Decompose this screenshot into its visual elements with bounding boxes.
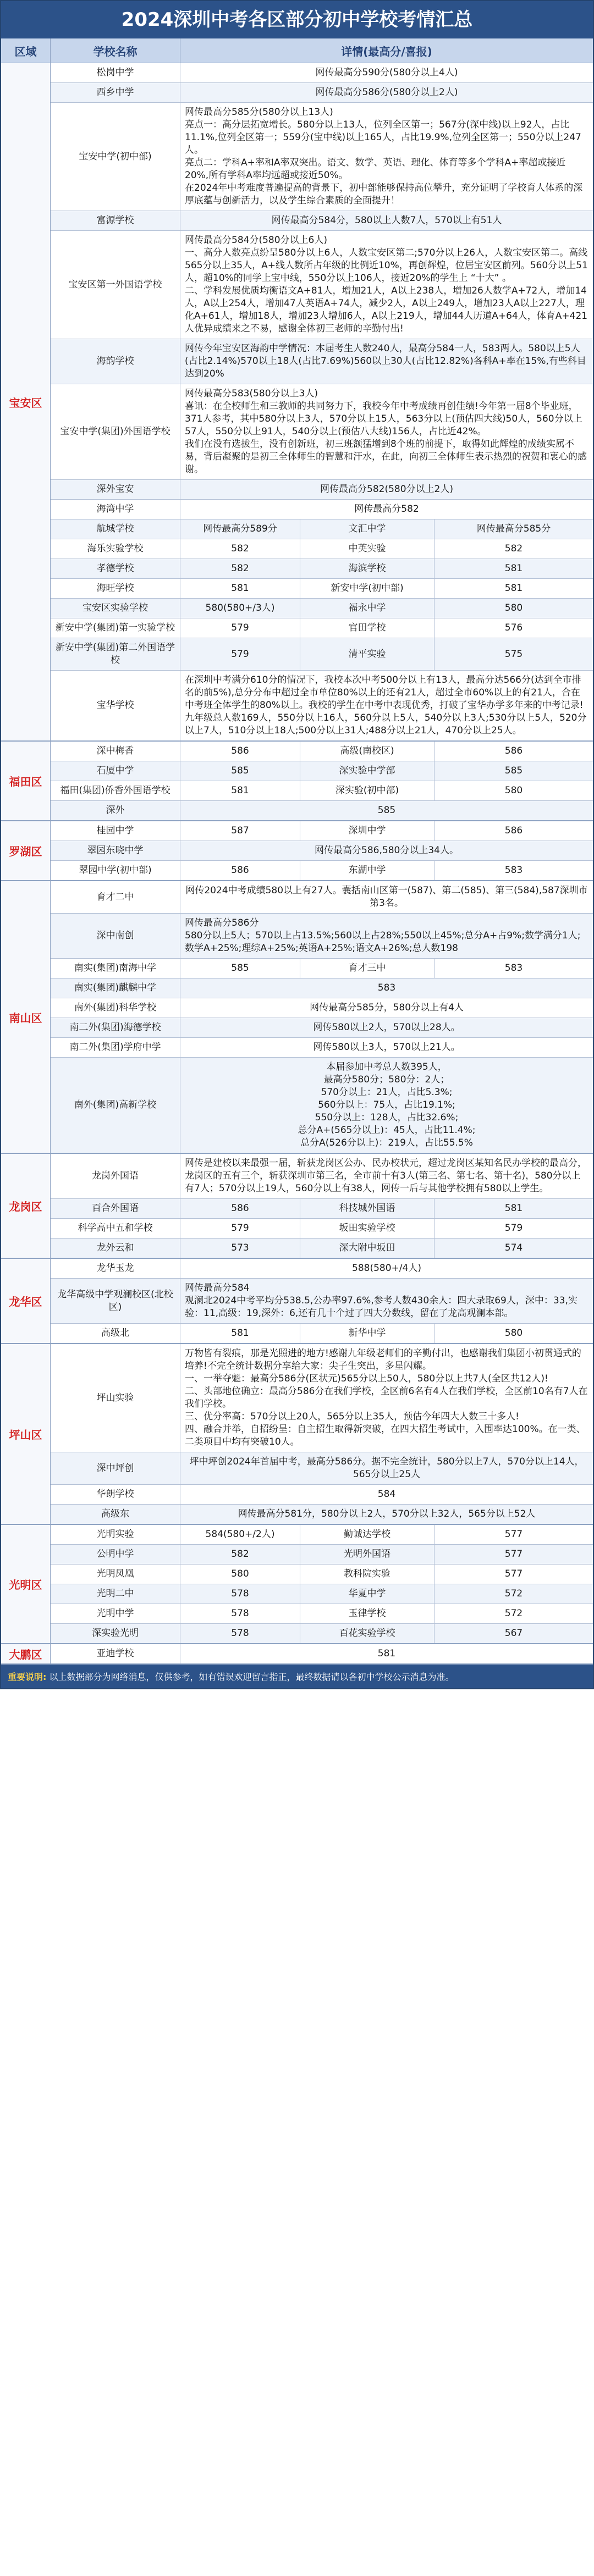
table-row bbox=[51, 1525, 593, 1545]
school-detail: 网传580以上3人，570以上21人。 bbox=[313, 1042, 460, 1053]
table-row bbox=[51, 1324, 593, 1343]
table-row bbox=[51, 384, 593, 480]
detail-line: 总分A(526分以上)：219人，占比55.5% bbox=[300, 1137, 473, 1148]
school-name: 龙外云和 bbox=[51, 1239, 180, 1258]
table-row bbox=[51, 671, 593, 740]
detail-line: 在深圳中考满分610分的情况下，我校本次中考500分以上有13人，最高分达566分(达到全市排名的前5%),总分分布中超过全市单位80%以上的还有21人，超过全市60%以上的有21人，合在中考班全体学生的80%以上。我校的学生在中考中表现优秀，打破了宝华办学多年来的中考记录! bbox=[185, 675, 584, 711]
district-group bbox=[1, 821, 593, 881]
school-name: 南实(集团)南海中学 bbox=[51, 959, 180, 978]
school-name: 龙岗外国语 bbox=[51, 1154, 180, 1198]
school-detail: 坪中坪创2024年首届中考，最高分586分。据不完全统计，580分以上7人，570分以上14人，565分以上25人 bbox=[189, 1456, 584, 1480]
school-name: 华朗学校 bbox=[51, 1485, 180, 1504]
detail-line: 二、头部地位确立：最高分586分在我们学校，全区前6名有4人在我们学校，全区前10名有7人在我们学校。 bbox=[185, 1386, 588, 1409]
school-name: 坪山实验 bbox=[51, 1344, 180, 1452]
district-group bbox=[1, 1344, 593, 1525]
school-score: 583 bbox=[504, 963, 523, 974]
school-score: 577 bbox=[504, 1549, 523, 1560]
school-name: 新安中学(集团)第二外国语学校 bbox=[51, 638, 180, 670]
school-score: 581 bbox=[180, 1324, 300, 1343]
school-score: 572 bbox=[504, 1588, 523, 1599]
paired-row bbox=[51, 618, 593, 638]
table-header bbox=[1, 38, 593, 63]
school-name: 海韵学校 bbox=[51, 339, 180, 384]
table-body bbox=[1, 63, 593, 1665]
district-rows bbox=[51, 742, 593, 820]
school-name: 科学高中五和学校 bbox=[51, 1219, 180, 1238]
school-name: 航城学校 bbox=[51, 519, 180, 539]
school-score: 582 bbox=[504, 543, 523, 554]
table-row bbox=[51, 1038, 593, 1058]
school-score: 582 bbox=[180, 539, 300, 559]
detail-line: 570分以上：21人，占比5.3%; bbox=[321, 1087, 453, 1098]
detail-line: 网传最高分586分 bbox=[185, 917, 259, 928]
school-name: 公明中学 bbox=[51, 1545, 180, 1564]
district-label: 宝安区 bbox=[1, 63, 51, 740]
paired-row bbox=[51, 1239, 593, 1258]
school-name: 深实验中学部 bbox=[300, 761, 435, 781]
school-name: 龙华玉龙 bbox=[51, 1259, 180, 1278]
school-score: 586 bbox=[180, 742, 300, 761]
school-name: 宝华学校 bbox=[51, 671, 180, 740]
school-score: 572 bbox=[504, 1608, 523, 1619]
school-name: 光明外国语 bbox=[300, 1545, 435, 1564]
school-name: 育才二中 bbox=[51, 881, 180, 913]
paired-row bbox=[51, 1199, 593, 1218]
school-detail bbox=[180, 1058, 593, 1153]
school-name: 光明二中 bbox=[51, 1584, 180, 1604]
table-row bbox=[51, 801, 593, 820]
school-name: 海旺学校 bbox=[51, 579, 180, 598]
district-rows bbox=[51, 1644, 593, 1663]
school-score: 582 bbox=[180, 559, 300, 578]
detail-line: 二、学科发展优质均衡语文A+81人，增加21人，A以上238人，增加26人数学A+72人，增加14人，A以上254人，增加47人英语A+74人，减少2人，A以上249人，增加23人A以上227人，理化A+61人，增加18人，增加23人增加6人，A以上219人，增加44人历道A+64人，体育A+421人优异成绩来之不易，感谢全体初三老师的辛勤付出! bbox=[185, 285, 588, 334]
school-name: 深圳中学 bbox=[300, 821, 435, 841]
detail-line: 亮点一：高分层拓宽增长。580分以上13人，位列全区第一；567分(深中线)以上92人，占比11.1%,位列全区第一；559分(宝中线)以上165人，占比19.9%,位列全区第一；550分以上247人。 bbox=[185, 119, 581, 156]
school-name: 亚迪学校 bbox=[51, 1644, 180, 1663]
district-rows bbox=[51, 1525, 593, 1643]
school-score: 581 bbox=[180, 579, 300, 598]
district-group bbox=[1, 881, 593, 1154]
school-name: 翠园中学(初中部) bbox=[51, 861, 180, 880]
school-name: 深中梅香 bbox=[51, 742, 180, 761]
paired-row bbox=[51, 1545, 593, 1564]
school-score: 581 bbox=[504, 1203, 523, 1214]
header-district: 区域 bbox=[1, 38, 51, 63]
school-score: 575 bbox=[504, 648, 523, 660]
school-name: 南外(集团)科华学校 bbox=[51, 998, 180, 1018]
school-score: 576 bbox=[504, 622, 523, 633]
table-row bbox=[51, 1219, 593, 1239]
school-score: 580(580+/3人) bbox=[180, 599, 300, 618]
table-row bbox=[51, 339, 593, 384]
detail-line: 560分以上：75人，占比19.1%; bbox=[318, 1099, 455, 1110]
school-score: 580 bbox=[180, 1565, 300, 1584]
school-detail: 网传最高分590分(580分以上4人) bbox=[315, 67, 458, 78]
school-name: 南二外(集团)学府中学 bbox=[51, 1038, 180, 1057]
paired-row bbox=[51, 959, 593, 978]
detail-line: 亮点二：学科A+率和A率双突出。语文、数学、英语、理化、体育等多个学科A+率超或接近20%,所有学科A率均远超或接近50%。 bbox=[185, 157, 566, 181]
table-row bbox=[51, 1485, 593, 1505]
school-detail: 网传最高分582 bbox=[354, 504, 419, 515]
school-name: 育才三中 bbox=[300, 959, 435, 978]
paired-row bbox=[51, 861, 593, 880]
school-detail bbox=[180, 1154, 593, 1198]
detail-line: 三、优分率高：570分以上20人，565分以上35人，预估今年四大人数三十多人! bbox=[185, 1411, 519, 1422]
school-detail bbox=[180, 1344, 593, 1452]
paired-row bbox=[51, 519, 593, 539]
school-name: 坂田实验学校 bbox=[300, 1219, 435, 1238]
school-score: 578 bbox=[180, 1604, 300, 1623]
detail-line: 一、高分人数亮点纷呈580分以上6人，人数宝安区第二;570分以上26人，人数宝安区第二。高线565分以上35人，A+线人数所占年级的比例近10%，再创辉煌，位居宝安区前列。560分以上51人，超10%的同学上宝中线，550分以上106人，接近20%的学生上 “十大” 。 bbox=[185, 247, 588, 284]
paired-row bbox=[51, 559, 593, 578]
paired-row bbox=[51, 1584, 593, 1604]
detail-line: 网传最高分584 bbox=[185, 1283, 250, 1293]
school-detail bbox=[180, 103, 593, 211]
school-name: 东湖中学 bbox=[300, 861, 435, 880]
table-row bbox=[51, 1624, 593, 1643]
school-detail bbox=[180, 339, 593, 384]
table-row bbox=[51, 821, 593, 841]
school-name: 光明实验 bbox=[51, 1525, 180, 1544]
school-name: 深外 bbox=[51, 801, 180, 820]
school-detail: 网传最高分586,580分以上34人。 bbox=[315, 845, 459, 856]
school-score: 578 bbox=[180, 1624, 300, 1643]
detail-line: 网传最高分583(580分以上3人) bbox=[185, 388, 318, 399]
paired-row bbox=[51, 1604, 593, 1623]
table-row bbox=[51, 1018, 593, 1038]
school-score: 网传最高分589分 bbox=[180, 519, 300, 539]
school-score: 579 bbox=[504, 1223, 523, 1234]
school-score: 577 bbox=[504, 1568, 523, 1579]
district-label: 南山区 bbox=[1, 881, 51, 1153]
school-detail: 583 bbox=[377, 982, 396, 993]
table-row bbox=[51, 1259, 593, 1279]
table-row bbox=[51, 559, 593, 579]
detail-line: 网传今年宝安区海韵中学情况：本届考生人数240人，最高分584一人，583两人。580以上5人(占比2.14%)570以上18人(占比7.69%)560以上30人(占比12.82%)各科A+率在15%,有些科目达到20% bbox=[185, 343, 586, 379]
school-name: 高级(南校区) bbox=[300, 742, 435, 761]
table-row bbox=[51, 1279, 593, 1324]
school-score: 585 bbox=[180, 959, 300, 978]
school-name: 玉律学校 bbox=[300, 1604, 435, 1623]
district-rows bbox=[51, 821, 593, 880]
school-score: 579 bbox=[180, 1219, 300, 1238]
district-rows bbox=[51, 1154, 593, 1258]
school-name: 海乐实验学校 bbox=[51, 539, 180, 559]
district-group bbox=[1, 1154, 593, 1259]
table-row bbox=[51, 781, 593, 801]
school-name: 西乡中学 bbox=[51, 83, 180, 102]
school-score: 586 bbox=[504, 825, 523, 836]
table-row bbox=[51, 480, 593, 500]
paired-row bbox=[51, 1324, 593, 1343]
school-score: 574 bbox=[504, 1242, 523, 1253]
district-group bbox=[1, 742, 593, 821]
school-name: 深中坪创 bbox=[51, 1452, 180, 1484]
school-score: 581 bbox=[504, 583, 523, 594]
school-detail: 网传2024中考成绩580以上有27人。囊括南山区第一(587)、第二(585)、第三(584),587深圳市第3名。 bbox=[185, 885, 588, 909]
school-name: 华夏中学 bbox=[300, 1584, 435, 1604]
detail-line: 万物皆有裂痕，那是光照进的地方!感谢九年级老师们的辛勤付出，也感谢我们集团小初贯通式的培养!不完全统计数据分享给大家：尖子生突出，多星闪耀。 bbox=[185, 1348, 581, 1372]
table-row bbox=[51, 599, 593, 618]
paired-row bbox=[51, 638, 593, 670]
table-row bbox=[51, 63, 593, 83]
school-detail: 584 bbox=[377, 1489, 396, 1500]
detail-line: 我们在没有选拔生，没有创新班，初三班额猛增到8个班的前提下，取得如此辉煌的成绩实属不易，背后凝聚的是初三全体师生的智慧和汗水，在此，向初三全体师生表示热烈的祝贺和衷心的感谢。 bbox=[185, 439, 587, 475]
detail-line: 网传是建校以来最强一届，斩获龙岗区公办、民办校状元，超过龙岗区某知名民办学校的最高分，龙岗区的五有三个，斩获深圳市第三名，全市前十有3人(第三名、第七名、第十名)，580分以上有7人；570分以上19人，560分以上有38人，网传一后与其他学校拥有580以上学生。 bbox=[185, 1158, 587, 1194]
school-name: 福田(集团)侨香外国语学校 bbox=[51, 781, 180, 800]
district-group bbox=[1, 63, 593, 742]
school-name: 教科院实验 bbox=[300, 1565, 435, 1584]
school-score: 581 bbox=[504, 563, 523, 574]
school-name: 翠园东晓中学 bbox=[51, 841, 180, 860]
school-detail: 网传最高分582(580分以上2人) bbox=[320, 484, 453, 495]
district-rows bbox=[51, 881, 593, 1153]
school-name: 新安中学(集团)第一实验学校 bbox=[51, 618, 180, 638]
footer-label: 重要说明: bbox=[8, 1672, 47, 1682]
school-name: 南外(集团)高新学校 bbox=[51, 1058, 180, 1153]
school-name: 科技城外国语 bbox=[300, 1199, 435, 1218]
school-score: 567 bbox=[504, 1628, 523, 1639]
school-name: 文汇中学 bbox=[300, 519, 435, 539]
school-score: 581 bbox=[180, 781, 300, 800]
school-detail: 网传580以上2人，570以上28人。 bbox=[313, 1022, 460, 1033]
school-name: 宝安区第一外国语学校 bbox=[51, 231, 180, 339]
school-detail: 网传最高分585分，580分以上有4人 bbox=[310, 1002, 464, 1013]
table-row bbox=[51, 959, 593, 979]
table-row bbox=[51, 861, 593, 880]
table-row bbox=[51, 83, 593, 103]
school-score: 578 bbox=[180, 1584, 300, 1604]
school-score: 585 bbox=[180, 761, 300, 781]
school-score: 573 bbox=[180, 1239, 300, 1258]
school-name: 石厦中学 bbox=[51, 761, 180, 781]
school-name: 桂园中学 bbox=[51, 821, 180, 841]
district-rows bbox=[51, 1259, 593, 1343]
table-row bbox=[51, 231, 593, 339]
table-row bbox=[51, 742, 593, 761]
school-name: 深中南创 bbox=[51, 914, 180, 958]
school-name: 清平实验 bbox=[300, 638, 435, 670]
table-row bbox=[51, 1644, 593, 1663]
school-score: 586 bbox=[504, 745, 523, 756]
district-label: 福田区 bbox=[1, 742, 51, 820]
paired-row bbox=[51, 781, 593, 800]
table-row bbox=[51, 979, 593, 998]
school-score: 586 bbox=[180, 861, 300, 880]
detail-line: 一、一举夺魁：最高分586分(区状元)565分以上50人，580分以上共7人(全区共12人)! bbox=[185, 1373, 548, 1384]
district-label: 大鹏区 bbox=[1, 1644, 51, 1663]
paired-row bbox=[51, 599, 593, 618]
school-score: 582 bbox=[180, 1545, 300, 1564]
table-row bbox=[51, 1344, 593, 1452]
table-row bbox=[51, 519, 593, 539]
district-rows bbox=[51, 63, 593, 740]
school-name: 海湾中学 bbox=[51, 500, 180, 519]
table-row bbox=[51, 211, 593, 231]
detail-line: 在2024年中考难度普遍提高的背景下，初中部能够保持高位攀升，充分证明了学校育人体系的深厚底蕴与创新活力，以及学生综合素质的全面提升！ bbox=[185, 183, 583, 206]
school-name: 深实验光明 bbox=[51, 1624, 180, 1643]
table-row bbox=[51, 539, 593, 559]
table-row bbox=[51, 841, 593, 861]
paired-row bbox=[51, 761, 593, 781]
school-name: 孝德学校 bbox=[51, 559, 180, 578]
school-score: 580 bbox=[504, 785, 523, 796]
school-name: 高级东 bbox=[51, 1505, 180, 1524]
school-name: 新安中学(初中部) bbox=[300, 579, 435, 598]
table-row bbox=[51, 103, 593, 211]
detail-line: 观澜北2024中考平均分538.5,公办率97.6%,参考人数430余人：四大录取69人，深中：33,实验：11,高级：19,深外：6,还有几十个过了四大分数线，留在了龙高观澜本部。 bbox=[185, 1295, 578, 1319]
table-row bbox=[51, 998, 593, 1018]
school-score: 580 bbox=[504, 602, 523, 613]
paired-row bbox=[51, 579, 593, 598]
header-detail: 详情(最高分/喜报) bbox=[341, 45, 432, 58]
school-score: 584(580+/2人) bbox=[180, 1525, 300, 1544]
header-school: 学校名称 bbox=[51, 38, 180, 63]
table-row bbox=[51, 500, 593, 519]
school-score: 577 bbox=[504, 1529, 523, 1540]
district-label: 龙岗区 bbox=[1, 1154, 51, 1258]
table-row bbox=[51, 914, 593, 959]
page-title: 2024深圳中考各区部分初中学校考情汇总 bbox=[1, 1, 593, 38]
school-name: 龙华高级中学观澜校区(北校区) bbox=[51, 1279, 180, 1323]
school-score: 587 bbox=[180, 821, 300, 841]
table-row bbox=[51, 579, 593, 599]
paired-row bbox=[51, 1219, 593, 1238]
table-row bbox=[51, 1452, 593, 1485]
paired-row bbox=[51, 539, 593, 559]
school-score: 579 bbox=[180, 638, 300, 670]
school-detail: 网传最高分586分(580分以上2人) bbox=[315, 87, 458, 98]
school-name: 深外宝安 bbox=[51, 480, 180, 499]
school-name: 百花实验学校 bbox=[300, 1624, 435, 1643]
district-label: 罗湖区 bbox=[1, 821, 51, 880]
table-row bbox=[51, 1584, 593, 1604]
school-score: 网传最高分585分 bbox=[476, 523, 551, 534]
paired-row bbox=[51, 1565, 593, 1584]
school-name: 松岗中学 bbox=[51, 63, 180, 82]
school-detail: 581 bbox=[377, 1648, 396, 1659]
district-rows bbox=[51, 1344, 593, 1524]
table-row bbox=[51, 1505, 593, 1524]
detail-line: 最高分580分；580分：2人； bbox=[323, 1074, 450, 1085]
school-name: 高级北 bbox=[51, 1324, 180, 1343]
district-group bbox=[1, 1259, 593, 1344]
school-name: 官田学校 bbox=[300, 618, 435, 638]
school-name: 光明凤凰 bbox=[51, 1565, 180, 1584]
school-name: 深实验(初中部) bbox=[300, 781, 435, 800]
school-detail bbox=[180, 231, 593, 339]
district-label: 光明区 bbox=[1, 1525, 51, 1643]
school-score: 586 bbox=[180, 1199, 300, 1218]
table-row bbox=[51, 1545, 593, 1565]
detail-line: 喜讯：在全校师生和三教师的共同努力下，我校今年中考成绩再创佳绩!今年第一届8个毕业班，371人参考，其中580分以上3人，570分以上15人，563分以上(预估四大线)50人，560分以上57人，550分以上91人，540分以上(预估八大线)156人，占比近42%。 bbox=[185, 401, 582, 437]
school-detail bbox=[180, 384, 593, 479]
school-name: 南实(集团)麒麟中学 bbox=[51, 979, 180, 998]
school-detail bbox=[180, 1279, 593, 1323]
table-row bbox=[51, 1604, 593, 1624]
school-name: 福永中学 bbox=[300, 599, 435, 618]
school-name: 中英实验 bbox=[300, 539, 435, 559]
district-label: 坪山区 bbox=[1, 1344, 51, 1524]
detail-line: 580分以上5人；570以上占13.5%;560以上占28%;550以上45%;总分A+占9%;数学满分1人;数学A+25%;理综A+25%;英语A+25%;语文A+26%;总人数198 bbox=[185, 930, 581, 954]
school-name: 深大附中坂田 bbox=[300, 1239, 435, 1258]
table-row bbox=[51, 1058, 593, 1153]
paired-row bbox=[51, 1624, 593, 1643]
footer-text: 以上数据部分为网络消息，仅供参考，如有错误欢迎留言指正，最终数据请以各初中学校公示消息为准。 bbox=[49, 1672, 454, 1682]
paired-row bbox=[51, 821, 593, 841]
school-score: 585 bbox=[504, 765, 523, 776]
district-label: 龙华区 bbox=[1, 1259, 51, 1343]
school-name: 富源学校 bbox=[51, 211, 180, 230]
detail-line: 总分A+(565分以上)：45人，占比11.4%; bbox=[298, 1125, 476, 1136]
district-group bbox=[1, 1644, 593, 1665]
school-detail: 网传最高分584分，580以上人数7人，570以上有51人 bbox=[271, 215, 502, 226]
detail-line: 550分以上：128人，占比32.6%; bbox=[315, 1112, 459, 1123]
district-group bbox=[1, 1525, 593, 1644]
school-name: 宝安中学(初中部) bbox=[51, 103, 180, 211]
table-row bbox=[51, 618, 593, 638]
school-name: 勤诚达学校 bbox=[300, 1525, 435, 1544]
school-detail: 585 bbox=[377, 805, 396, 816]
table-row bbox=[51, 1154, 593, 1199]
table-row bbox=[51, 881, 593, 914]
school-detail: 588(580+/4人) bbox=[352, 1263, 421, 1274]
school-detail bbox=[180, 914, 593, 958]
paired-row bbox=[51, 1525, 593, 1544]
school-score: 579 bbox=[180, 618, 300, 638]
table-row bbox=[51, 1565, 593, 1584]
paired-row bbox=[51, 742, 593, 761]
table-row bbox=[51, 1199, 593, 1219]
school-name: 新华中学 bbox=[300, 1324, 435, 1343]
footer-note bbox=[1, 1665, 593, 1688]
detail-line: 四、融合并举，自招纷呈：自主招生取得新突破，在四大招生考试中，入围率达100%。在一类、二类项目中均有突破10人。 bbox=[185, 1424, 586, 1447]
detail-line: 本届参加中考总人数395人， bbox=[326, 1062, 447, 1073]
school-score: 583 bbox=[504, 865, 523, 876]
school-detail bbox=[180, 671, 593, 740]
table-row bbox=[51, 638, 593, 671]
detail-line: 网传最高分585分(580分以上13人) bbox=[185, 107, 333, 118]
school-score: 580 bbox=[504, 1328, 523, 1339]
detail-line: 九年级总人数169人，550分以上16人，560分以上5人，540分以上3人;530分以上5人，520分以上7人，510分以上18人;500分以上31人;488分以上21人，470分以上25人。 bbox=[185, 712, 587, 736]
school-name: 宝安中学(集团)外国语学校 bbox=[51, 384, 180, 479]
school-name: 宝安区实验学校 bbox=[51, 599, 180, 618]
school-name: 百合外国语 bbox=[51, 1199, 180, 1218]
school-detail: 网传最高分581分，580分以上2人，570分以上32人，565分以上52人 bbox=[238, 1508, 536, 1519]
detail-line: 网传最高分584分(580分以上6人) bbox=[185, 235, 327, 246]
table-row bbox=[51, 1239, 593, 1258]
school-name: 光明中学 bbox=[51, 1604, 180, 1623]
table-row bbox=[51, 761, 593, 781]
school-name: 南二外(集团)海德学校 bbox=[51, 1018, 180, 1037]
school-name: 海滨学校 bbox=[300, 559, 435, 578]
